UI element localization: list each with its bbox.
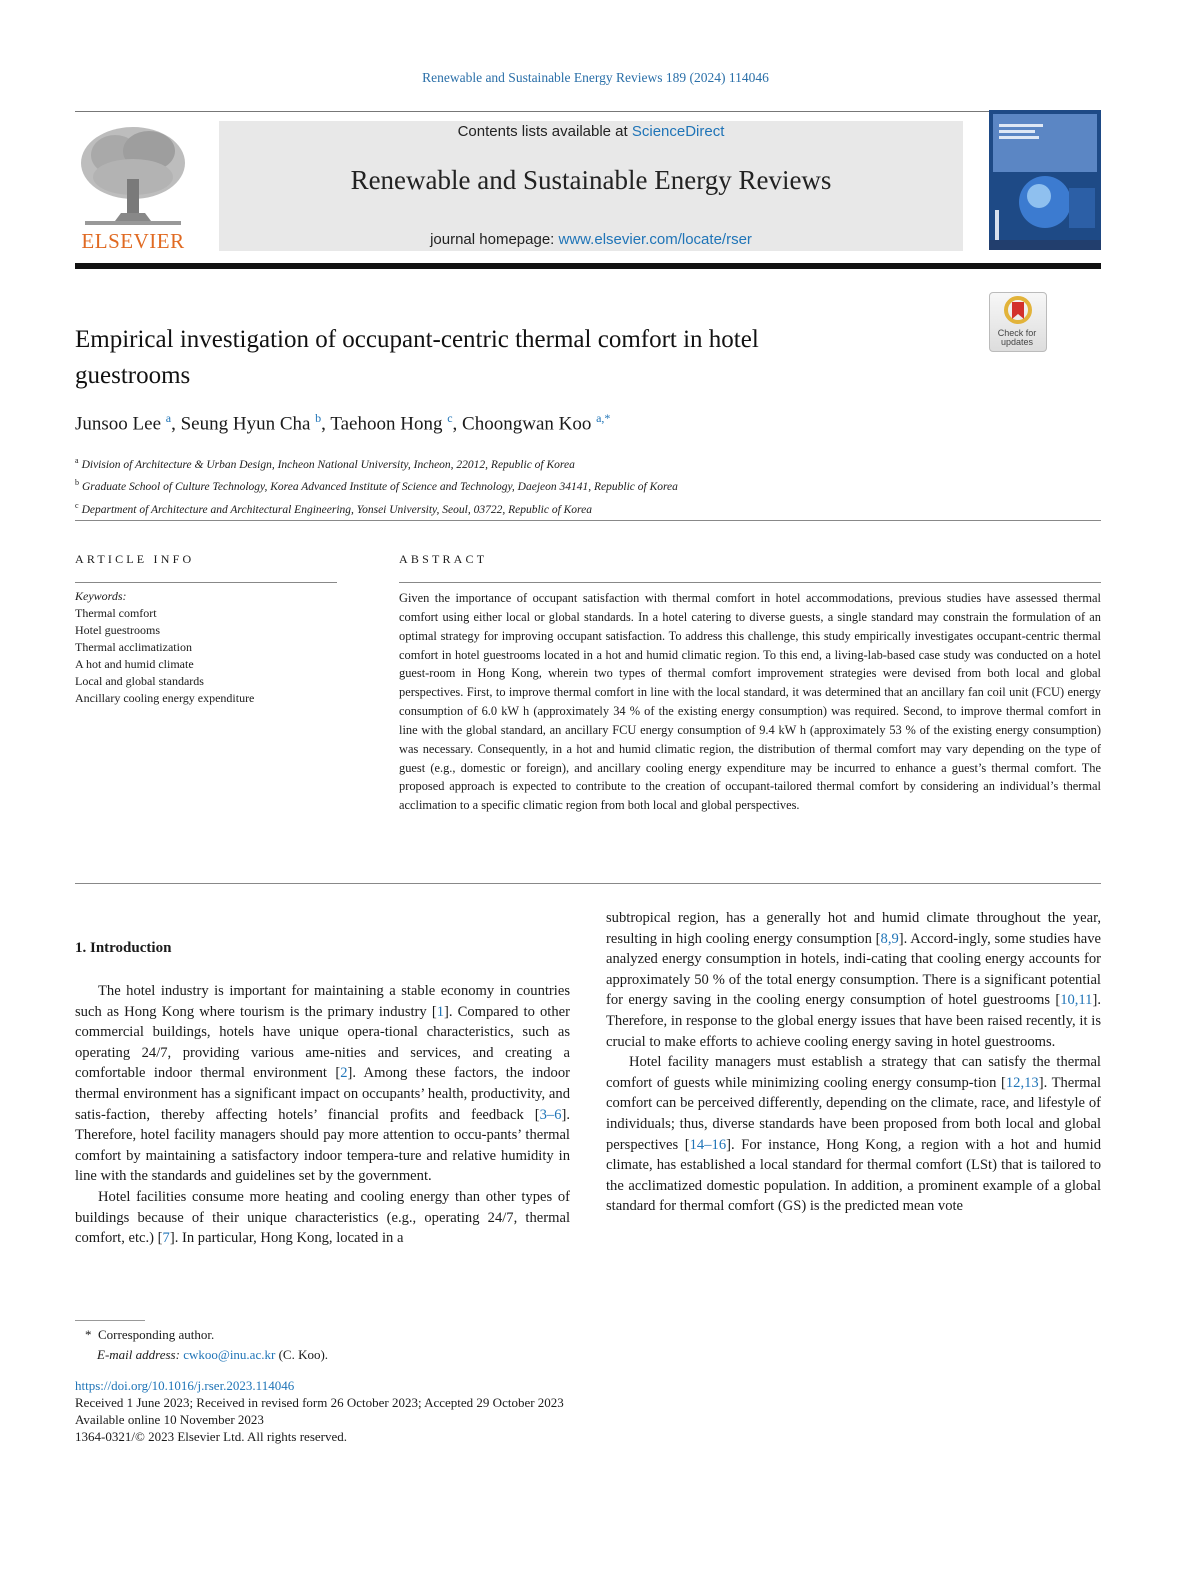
received-dates: Received 1 June 2023; Received in revised form 26 October 2023; Accepted 29 October 2023 — [75, 1395, 564, 1410]
homepage-line — [219, 231, 963, 248]
journal-cover-image[interactable] — [989, 110, 1101, 250]
copyright: 1364-0321/© 2023 Elsevier Ltd. All rights reserved. — [75, 1429, 347, 1444]
crossmark-label — [989, 329, 1045, 347]
author-name[interactable]: Taehoon Hong — [330, 413, 443, 435]
citation-link[interactable]: 10,11 — [1060, 992, 1093, 1009]
journal-reference[interactable]: Renewable and Sustainable Energy Reviews 189 (2024) 114046 — [422, 70, 769, 85]
keyword: Hotel guestrooms — [75, 623, 160, 637]
paragraph: Hotel facilities consume more heating and cooling energy than other types of buildings because of their unique characteristics (e.g., operating 24/7, thermal comfort, etc.) [7]. In particular, Hong Kong, located in a — [75, 1188, 570, 1247]
email-label: E-mail address: — [97, 1347, 184, 1362]
abstract-text: Given the importance of occupant satisfaction with thermal comfort in hotel accommodations, previous studies have assessed thermal comfort using either local or global standards. In a hotel catering to diverse guests, a single standard may constrain the formulation of an optimal strategy for improving occupant satisfaction. To address this challenge, this study empirically investigates occupant-centric thermal comfort in hotel guestrooms located in a hot and humid climatic region. To this end, a living-lab-based case study was conducted on a hotel guest-room in Hong Kong, wherein two types of thermal comfort improvement strategies were devised from both local and global perspectives. First, to improve thermal comfort in line with the local standard, it was determined that an ancillary fan coil unit (FCU) energy consumption of 6.0 kW h (approximately 34 % of the existing energy consumption) was required. Second, to improve thermal comfort in line with the global standard, an ancillary FCU energy consumption of 9.4 kW h (approximately 53 % of the existing energy consumption) was necessary. Consequently, in a hot and humid climatic region, the distribution of thermal comfort may vary depending on the type of guest (e.g., domestic or foreign), and ancillary cooling energy expenditure may be incurred to enhance a guest’s thermal comfort. The proposed approach is expected to contribute to the creation of occupant-tailored thermal comfort by considering an individual’s thermal acclimation to a specific climatic region from both local and global perspectives. — [399, 591, 1101, 813]
section-heading-introduction: 1. Introduction — [75, 940, 172, 956]
author-affil-sup[interactable]: b — [315, 411, 322, 425]
top-rule — [75, 111, 1101, 112]
bibliographic-info — [75, 1377, 564, 1445]
paragraph: Hotel facility managers must establish a strategy that can satisfy the thermal comfort of guests while minimizing cooling energy consump-tion [12,13]. Thermal comfort can be perceived differently, depending on the climate, race, and lifestyle of individuals; thus, diverse standards have been proposed from both local and global perspectives [14–16]. For instance, Hong Kong, a region with a hot and humid climate, has established a local standard for thermal comfort (LSt) that is tailored to the acclimatized domestic population. In addition, a prominent example of a global standard for thermal comfort (GS) is the predicted mean vote — [606, 1054, 1102, 1215]
homepage-prefix: journal homepage: — [430, 231, 559, 248]
article-info-rule — [75, 582, 337, 583]
citation-link[interactable]: 3–6 — [539, 1106, 562, 1123]
footnote-star: * — [85, 1327, 92, 1342]
author-affil-sup[interactable]: c — [447, 411, 453, 425]
footnote-rule — [75, 1320, 145, 1321]
keywords-label: Keywords: — [75, 589, 127, 603]
author-list: Junsoo Lee $^a$, Seung Hyun Cha $^b$, Taehoon Hong $^c$, Choongwan Koo $^{a,*}$ — [75, 411, 611, 435]
crossmark-label-line2: updates — [1000, 337, 1034, 347]
crossmark-label-line1: Check for — [997, 328, 1037, 338]
crossmark-icon — [990, 293, 1046, 327]
available-online: Available online 10 November 2023 — [75, 1412, 264, 1427]
keyword: Ancillary cooling energy expenditure — [75, 691, 255, 705]
citation-link[interactable]: 8,9 — [880, 930, 899, 947]
affiliations — [75, 452, 975, 519]
keyword: Thermal comfort — [75, 606, 157, 620]
author-affil-sup[interactable]: a — [165, 411, 172, 425]
homepage-link[interactable]: www.elsevier.com/locate/rser — [558, 231, 752, 248]
body-left-column — [75, 981, 570, 1249]
paragraph: The hotel industry is important for maintaining a stable economy in countries such as Hong Kong where tourism is the primary industry [1]. Compared to other commercial buildings, hotels have unique opera-tional characteristics, such as operating 24/7, providing various ame-nities and services, and creating a comfortable indoor thermal environment [2]. Among these factors, the indoor thermal environment has a significant impact on occupants’ health, productivity, and satis-faction, thereby affecting hotels’ financial profits and feedback [3–6]. Therefore, hotel facility managers should pay more attention to occu-pants’ thermal comfort by maintaining a satisfactory indoor tempera-ture and relative humidity in line with the standards and guidelines set by the government. — [75, 983, 570, 1185]
corresponding-author-footnote — [85, 1325, 328, 1365]
article-info-heading: ARTICLE INFO — [75, 552, 195, 566]
citation-link[interactable]: 7 — [162, 1230, 170, 1247]
author-affil-sup[interactable]: a,* — [596, 411, 611, 425]
contents-line — [219, 123, 963, 140]
email-suffix: (C. Koo). — [275, 1347, 329, 1362]
abstract-rule — [399, 582, 1101, 583]
section-rule — [75, 520, 1101, 521]
journal-name: Renewable and Sustainable Energy Reviews — [350, 165, 832, 195]
keyword: A hot and humid climate — [75, 657, 194, 671]
doi-link[interactable]: https://doi.org/10.1016/j.rser.2023.114046 — [75, 1378, 295, 1393]
paragraph: subtropical region, has a generally hot and humid climate throughout the year, resulting in high cooling energy consumption [8,9]. Accord-ingly, some studies have analyzed energy consumption in hotels, indi-cating that cooling energy accounts for approximately 50 % of the total energy consumption. There is a significant potential for energy saving in the cooling energy consumption of hotel guestrooms [10,11]. Therefore, in response to the global energy issues that have been raised recently, it is crucial to make efforts to achieve cooling energy saving in hotel guestrooms. — [606, 910, 1102, 1050]
affiliation: $^b$ Graduate School of Culture Technology, Korea Advanced Institute of Science and Technology, Daejeon 34141, Republic of Korea — [75, 478, 678, 494]
keywords-block — [75, 588, 345, 707]
citation-link[interactable]: 14–16 — [689, 1136, 727, 1153]
elsevier-wordmark: ELSEVIER — [81, 229, 185, 253]
keyword: Thermal acclimatization — [75, 640, 192, 654]
affiliation: $^c$ Department of Architecture and Architectural Engineering, Yonsei University, Seoul, 03722, Republic of Korea — [75, 500, 592, 516]
body-right-column — [606, 908, 1101, 1217]
citation-link[interactable]: 2 — [340, 1065, 348, 1082]
author-name[interactable]: Choongwan Koo — [462, 413, 592, 435]
citation-link[interactable]: 1 — [436, 1003, 444, 1020]
author-name[interactable]: Junsoo Lee — [75, 413, 162, 435]
citation-link[interactable]: 12,13 — [1005, 1074, 1039, 1091]
abstract-heading: ABSTRACT — [399, 552, 488, 566]
header-thick-rule — [75, 263, 1101, 269]
sciencedirect-link[interactable]: ScienceDirect — [631, 123, 725, 140]
author-name[interactable]: Seung Hyun Cha — [180, 413, 311, 435]
corresponding-label: Corresponding author. — [98, 1327, 215, 1342]
affiliation: $^a$ Division of Architecture & Urban Design, Incheon National University, Incheon, 22012, Republic of Korea — [75, 456, 575, 471]
article-title: Empirical investigation of occupant-centric thermal comfort in hotel guestrooms — [75, 326, 759, 389]
contents-prefix: Contents lists available at — [457, 123, 632, 140]
keyword: Local and global standards — [75, 674, 204, 688]
abstract-bottom-rule — [75, 883, 1101, 884]
email-link[interactable]: cwkoo@inu.ac.kr — [183, 1347, 276, 1362]
